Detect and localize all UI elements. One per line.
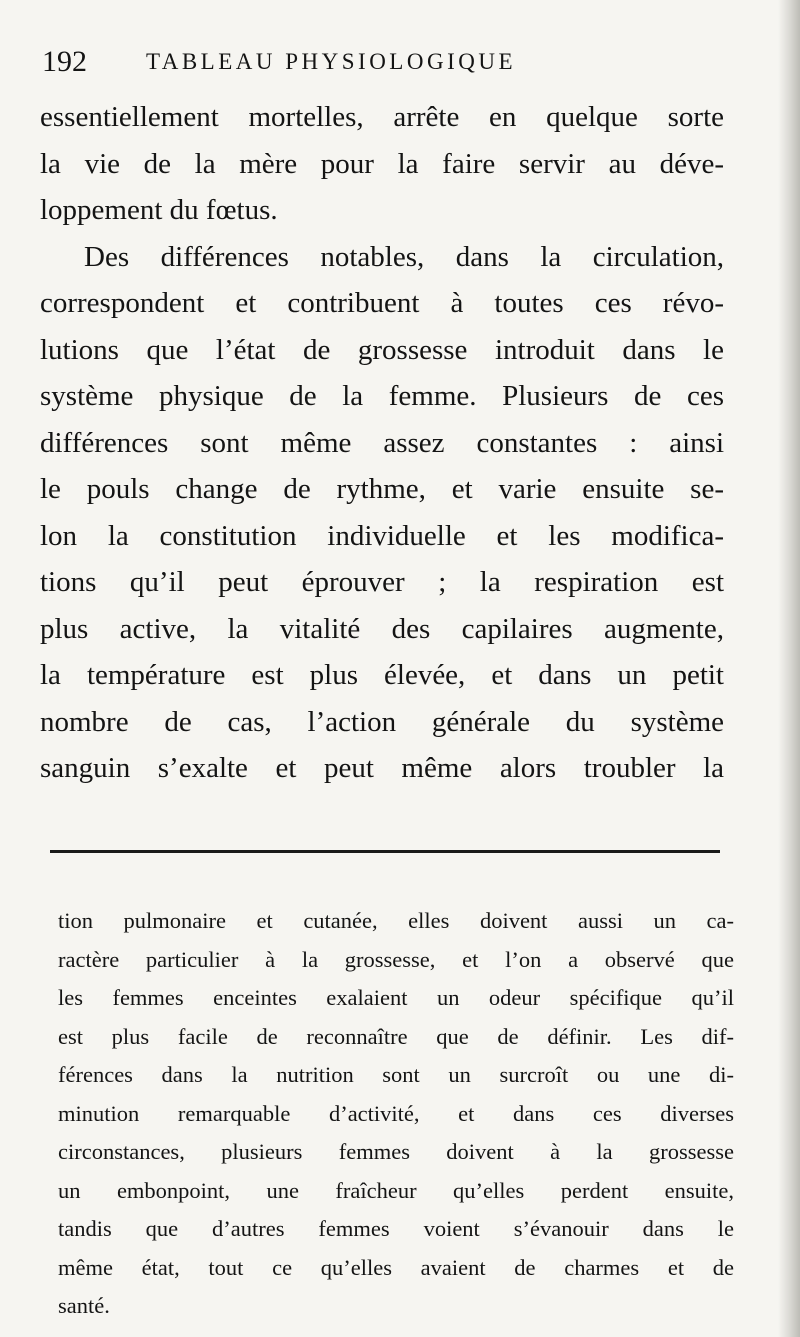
footnote-separator-rule	[50, 850, 720, 853]
footnote-line: les femmes enceintes exalaient un odeur spécifique qu’il	[58, 985, 734, 1010]
footnote-line: ractère particulier à la grossesse, et l’on a observé que	[58, 946, 734, 972]
footnote-line: férences dans la nutrition sont un surcroît ou une di-	[58, 1062, 734, 1087]
footnote-line: circonstances, plusieurs femmes doivent à la grossesse	[58, 1139, 734, 1164]
text-line: essentiellement mortelles, arrête en quelque sorte	[40, 101, 724, 133]
main-text-block	[40, 94, 724, 792]
text-line: Des différences notables, dans la circulation,	[84, 240, 724, 273]
footnote-line: santé.	[58, 1293, 110, 1318]
footnote-line: tandis que d’autres femmes voient s’évanouir dans le	[58, 1216, 734, 1241]
page-header	[42, 40, 722, 82]
footnote-line: tion pulmonaire et cutanée, elles doivent aussi un ca-	[58, 908, 734, 933]
text-line: système physique de la femme. Plusieurs de ces	[40, 380, 724, 412]
text-line: lon la constitution individuelle et les modifica-	[40, 519, 724, 552]
text-line: la température est plus élevée, et dans un petit	[40, 659, 724, 691]
text-line: sanguin s’exalte et peut même alors troubler la	[40, 752, 724, 784]
footnote-line: un embonpoint, une fraîcheur qu’elles perdent ensuite,	[58, 1177, 734, 1203]
text-line: nombre de cas, l’action générale du système	[40, 705, 724, 738]
page-edge-shadow	[778, 0, 800, 1337]
footnote-line: minution remarquable d’activité, et dans ces diverses	[58, 1100, 734, 1126]
text-line: loppement du fœtus.	[40, 194, 278, 226]
page-number: 192	[42, 45, 87, 78]
running-title: TABLEAU PHYSIOLOGIQUE	[146, 49, 516, 74]
text-line: différences sont même assez constantes : ainsi	[40, 426, 724, 459]
text-line: tions qu’il peut éprouver ; la respiration est	[40, 566, 724, 598]
footnote-line: même état, tout ce qu’elles avaient de charmes et de	[58, 1254, 734, 1280]
footnote-text-block	[58, 902, 734, 1326]
text-line: correspondent et contribuent à toutes ces révo-	[40, 287, 724, 319]
text-line: la vie de la mère pour la faire servir au déve-	[40, 147, 724, 180]
text-line: plus active, la vitalité des capilaires augmente,	[40, 612, 724, 645]
footnote-line: est plus facile de reconnaître que de définir. Les dif-	[58, 1023, 734, 1049]
text-line: le pouls change de rythme, et varie ensuite se-	[40, 473, 724, 505]
text-line: lutions que l’état de grossesse introduit dans le	[40, 333, 724, 366]
